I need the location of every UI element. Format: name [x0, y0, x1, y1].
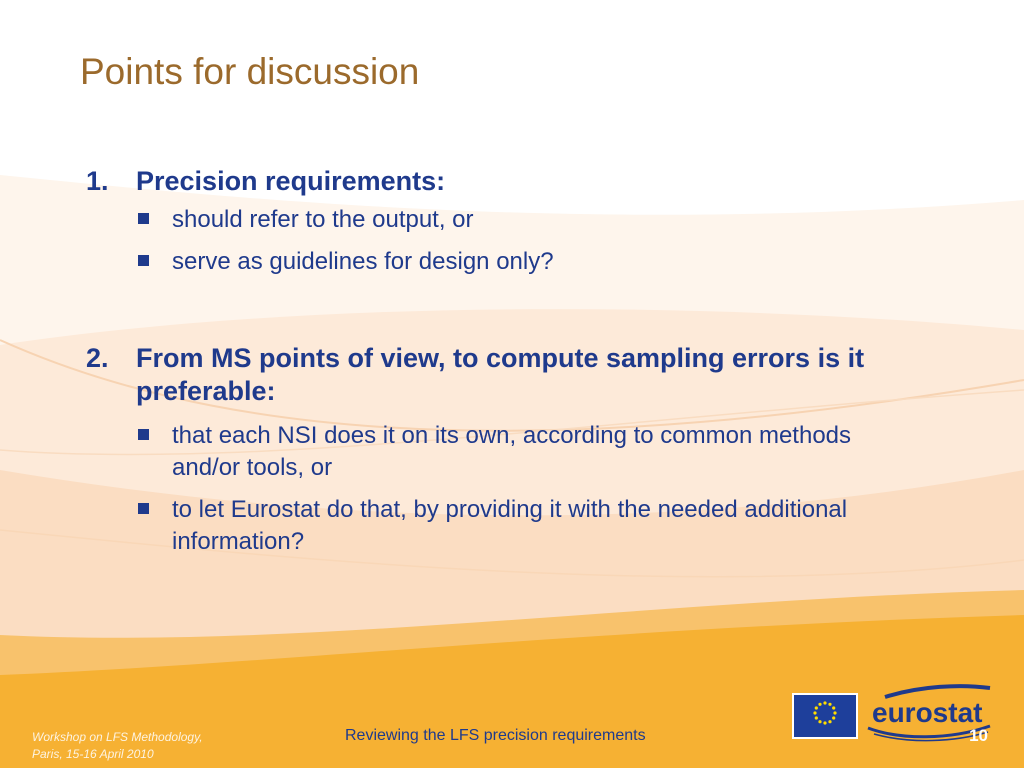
point-text: From MS points of view, to compute sampling errors is it preferable: — [136, 343, 865, 406]
point-number: 1. — [86, 166, 109, 196]
slide-content — [86, 165, 946, 558]
list-item — [138, 246, 946, 278]
square-bullet-icon — [138, 213, 149, 224]
point-2-bullets — [86, 420, 946, 558]
page-number: 10 — [969, 726, 988, 745]
eu-flag-icon — [792, 693, 858, 739]
discussion-point-2 — [86, 342, 946, 408]
discussion-point-1 — [86, 165, 946, 198]
bullet-text: to let Eurostat do that, by providing it with the needed additional information? — [172, 496, 848, 555]
footer-event-line-2: Paris, 15-16 April 2010 — [32, 747, 154, 761]
square-bullet-icon — [138, 429, 149, 440]
list-item — [138, 204, 946, 236]
bullet-text: serve as guidelines for design only? — [172, 248, 554, 275]
list-item — [138, 494, 886, 558]
eurostat-wordmark: eurostat — [872, 697, 983, 728]
bullet-text: should refer to the output, or — [172, 206, 474, 233]
point-number: 2. — [86, 343, 109, 373]
page-title: Points for discussion — [80, 51, 420, 92]
point-1-bullets — [86, 204, 946, 278]
list-item — [138, 420, 886, 484]
bullet-text: that each NSI does it on its own, according to common methods and/or tools, or — [172, 422, 852, 481]
square-bullet-icon — [138, 255, 149, 266]
point-text: Precision requirements: — [136, 166, 446, 196]
footer-presentation-title: Reviewing the LFS precision requirements — [345, 727, 646, 744]
footer-event-line-1: Workshop on LFS Methodology, — [32, 730, 203, 744]
eurostat-logo — [790, 682, 995, 749]
square-bullet-icon — [138, 503, 149, 514]
footer-event-info — [32, 729, 203, 763]
